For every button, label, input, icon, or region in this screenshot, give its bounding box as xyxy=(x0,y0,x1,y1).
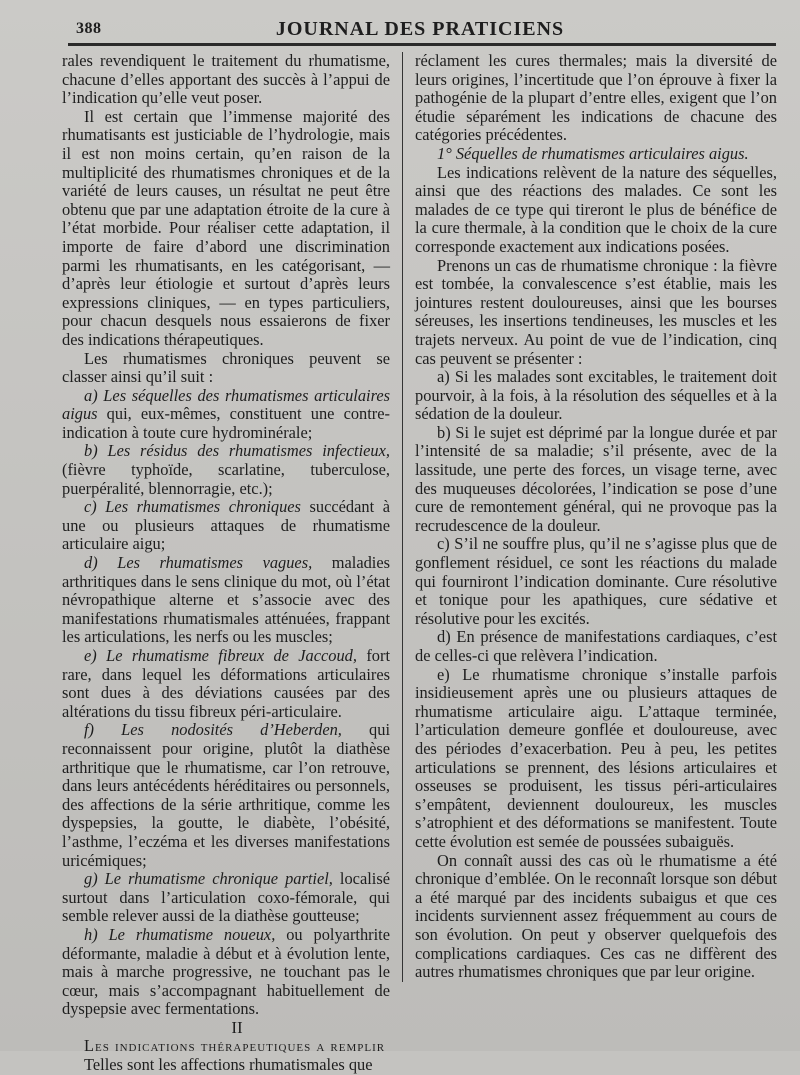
list-item-f xyxy=(62,721,390,870)
paragraph: Les rhumatismes chroniques peuvent se classer ainsi qu’il suit : xyxy=(62,348,390,387)
item-text: localisé surtout dans l’articulation coxo-fémorale, qui semble relever aussi de la diathèse goutteuse; xyxy=(62,869,390,926)
paragraph: Prenons un cas de rhumatisme chronique : la fièvre est tombée, la convalescence s’est établie, mais les jointures restent douloureuses, ainsi que les bourses séreuses, les insertions tendineuses, les muscles et les trajets nerveux. Au point de vue de l’indication, cinq cas peuvent se présenter : xyxy=(415,255,777,368)
column-divider xyxy=(402,52,403,982)
right-column xyxy=(415,52,777,992)
item-lead: c) Les rhumatismes chroniques xyxy=(84,497,301,517)
paragraph: Les indications relèvent de la nature des séquelles, ainsi que des réactions des malades. Ce sont les malades de ce type qui tireront le plus de bénéfice de la cure thermale, à la condition que le choix de la cure corresponde exactement aux indications posées. xyxy=(415,162,777,256)
item-text: (fièvre typhoïde, scarlatine, tuberculose, puerpéralité, blennorragie, etc.); xyxy=(62,460,390,498)
subsection-heading xyxy=(415,145,777,164)
item-lead: e) Le rhumatisme fibreux de Jaccoud, xyxy=(84,646,357,665)
journal-title: JOURNAL DES PRATICIENS xyxy=(275,18,565,40)
list-item-a xyxy=(62,387,390,443)
case-d: d) En présence de manifestations cardiaques, c’est de celles-ci que relèvera l’indication. xyxy=(415,627,777,665)
paragraph: Il est certain que l’immense majorité des rhumatisants est justiciable de l’hydrologie, mais il est non moins certain, qu’en raison de la multiplicité des rhumatismes chroniques et de la variété de leurs causes, un résultat ne peut être obtenu que par une adaptation étroite de la cure à l’état morbide. Pour réaliser cette adaptation, il importe de faire d’abord une discrimination parmi les rhumatisants, en les catégorisant, — d’après leur étiologie et surtout d’après leurs expressions cliniques, — en types particuliers, pour chacun desquels nous essaierons de fixer des indications thérapeutiques. xyxy=(62,106,390,349)
item-text: qui reconnaissent pour origine, plutôt la diathèse arthritique que le rhumatisme, car l’on retrouve, dans leurs antécédents héréditaires ou personnels, des affections de la série arthritique, comme les dyspepsies, la goutte, le diabète, l’obésité, l’asthme, l’eczéma et les diverses manifestations uricémiques; xyxy=(62,720,390,870)
item-lead: a) Les séquelles des rhumatismes articulaires aigus xyxy=(62,385,390,424)
item-text: maladies arthritiques dans le sens clinique du mot, où l’état névropathique alterne et s’associe avec des manifestations rhumatismales atténuées, frappant les articulations, les nerfs ou les muscles; xyxy=(62,553,390,647)
case-e: e) Le rhumatisme chronique s’installe parfois insidieusement après une ou plusieurs attaques de rhumatisme articulaire aigu. L’attaque terminée, l’articulation demeure gonflée et douloureuse, avec des périodes d’exacerbation. Peu à peu, les petites articulations se prennent, des lésions articulaires et osseuses se produisent, les tissus péri-articulaires s’empâtent, deviennent douloureux, les muscles s’atrophient et des déformations se manifestent. Toute cette évolution est semée de poussées subaiguës. xyxy=(415,664,777,851)
list-item-h xyxy=(62,926,390,1019)
item-text: fort rare, dans lequel les déformations articulaires sont dues à des déviations causées par des altérations du tissu fibreux péri-articulaire. xyxy=(62,646,391,721)
subsection-heading-text: 1° Séquelles de rhumatismes articulaires aigus. xyxy=(437,143,749,163)
paragraph: Telles sont les affections rhumatismales que xyxy=(84,1055,373,1075)
section-heading: Les indications thérapeutiques a remplir xyxy=(84,1036,386,1056)
paragraph: réclament les cures thermales; mais la diversité de leurs origines, l’incertitude que l’on éprouve à fixer la pathogénie de la plupart d’entre elles, exigent que l’on étudie séparément les indications de chacune des catégories précédentes. xyxy=(415,51,777,145)
item-lead: g) Le rhumatisme chronique partiel, xyxy=(84,869,333,889)
paragraph: rales revendiquent le traitement du rhumatisme, chacune d’elles apportant des succès à l’appui de l’indication qu’elle veut poser. xyxy=(62,51,390,108)
item-lead: h) Le rhumatisme noueux, xyxy=(84,924,276,944)
item-text: qui, eux-mêmes, constituent une contre-indication à toute cure hydrominérale; xyxy=(62,404,390,442)
left-column xyxy=(62,51,391,1075)
header-rule xyxy=(68,43,776,46)
item-lead: f) Les nodosités d’Heberden, xyxy=(84,720,342,740)
item-lead: d) Les rhumatismes vagues, xyxy=(84,553,313,573)
list-item-c xyxy=(62,498,390,554)
section-number: II xyxy=(231,1017,243,1037)
item-text: ou polyarthrite déformante, maladie à début et à évolution lente, mais à marche progressive, ne touchant pas le cœur, mais s’accompagnant habituellement de dyspepsie avec fermentations. xyxy=(62,924,390,1019)
list-item-b xyxy=(62,442,390,498)
list-item-g xyxy=(62,870,390,926)
item-lead: b) Les résidus des rhumatismes infectieux, xyxy=(84,441,390,461)
case-b: b) Si le sujet est déprimé par la longue durée et par l’intensité de sa maladie; s’il présente, avec de la lassitude, une perte des forces, un visage terne, avec des muqueuses décolorées, l’indication se pose d’une cure de remontement général, qui ne provoque pas la recrudescence de la douleur. xyxy=(415,422,777,535)
page-header xyxy=(62,18,778,44)
page-number: 388 xyxy=(76,20,102,37)
item-text: succédant à une ou plusieurs attaques de rhumatisme articulaire aigu; xyxy=(62,497,390,554)
paragraph: On connaît aussi des cas où le rhumatisme a été chronique d’emblée. On le reconnaît lorsque son début a été marqué par des incidents subaigus et que ces incidents surviennent assez fréquemment au cours de son évolution. On peut y observer quelquefois des complications cardiaques. Ces cas ne diffèrent des autres rhumatismes chroniques que par leur origine. xyxy=(415,850,777,982)
case-a: a) Si les malades sont excitables, le traitement doit pourvoir, à la fois, à la résolution des séquelles et à la sédation de la douleur. xyxy=(415,367,777,424)
list-item-d xyxy=(62,554,390,647)
case-c: c) S’il ne souffre plus, qu’il ne s’agisse plus que de gonflement résiduel, ce sont les réactions du malade qui fourniront l’indication dominante. Cure résolutive et tonique pour les apathiques, cure sédative et résolutive pour les excités. xyxy=(415,534,777,628)
list-item-e xyxy=(62,647,390,721)
